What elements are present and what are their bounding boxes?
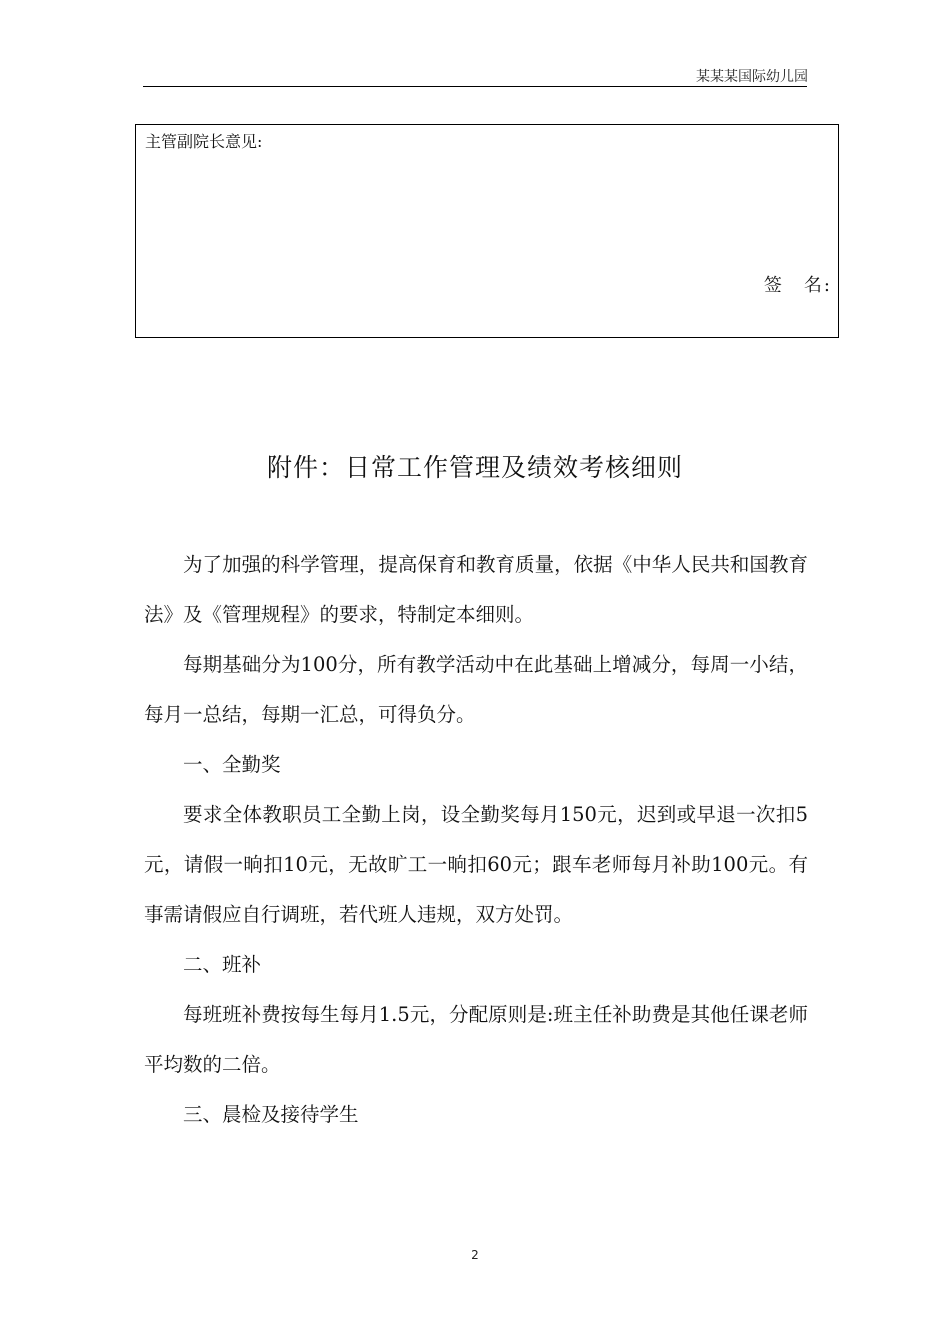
document-body	[144, 540, 808, 1140]
section-heading-attendance: 一、全勤奖	[183, 753, 281, 776]
header-divider	[143, 86, 807, 87]
paragraph-attendance: 要求全体教职员工全勤上岗，设全勤奖每月150元，迟到或早退一次扣5元，请假一晌扣10元，无故旷工一晌扣60元；跟车老师每月补助100元。有事需请假应自行调班，若代班人违规，双方处罚。	[144, 803, 808, 926]
document-title: 附件：日常工作管理及绩效考核细则	[266, 453, 683, 482]
signature-label: 签 名:	[763, 275, 832, 296]
header-org-name: 某某某国际幼儿园	[696, 69, 808, 85]
paragraph-intro: 为了加强的科学管理，提高保育和教育质量，依据《中华人民共和国教育法》及《管理规程》的要求，特制定本细则。	[144, 553, 808, 626]
section-heading-morning-check: 三、晨检及接待学生	[183, 1103, 359, 1126]
page-number: 2	[471, 1248, 479, 1262]
paragraph-base-score: 每期基础分为100分，所有教学活动中在此基础上增减分，每周一小结，每月一总结，每期一汇总，可得负分。	[144, 653, 808, 726]
section-heading-class-subsidy: 二、班补	[183, 953, 262, 976]
opinion-box	[135, 124, 839, 338]
paragraph-class-subsidy: 每班班补费按每生每月1.5元，分配原则是:班主任补助费是其他任课老师平均数的二倍。	[144, 1003, 808, 1076]
opinion-label: 主管副院长意见:	[145, 132, 263, 151]
